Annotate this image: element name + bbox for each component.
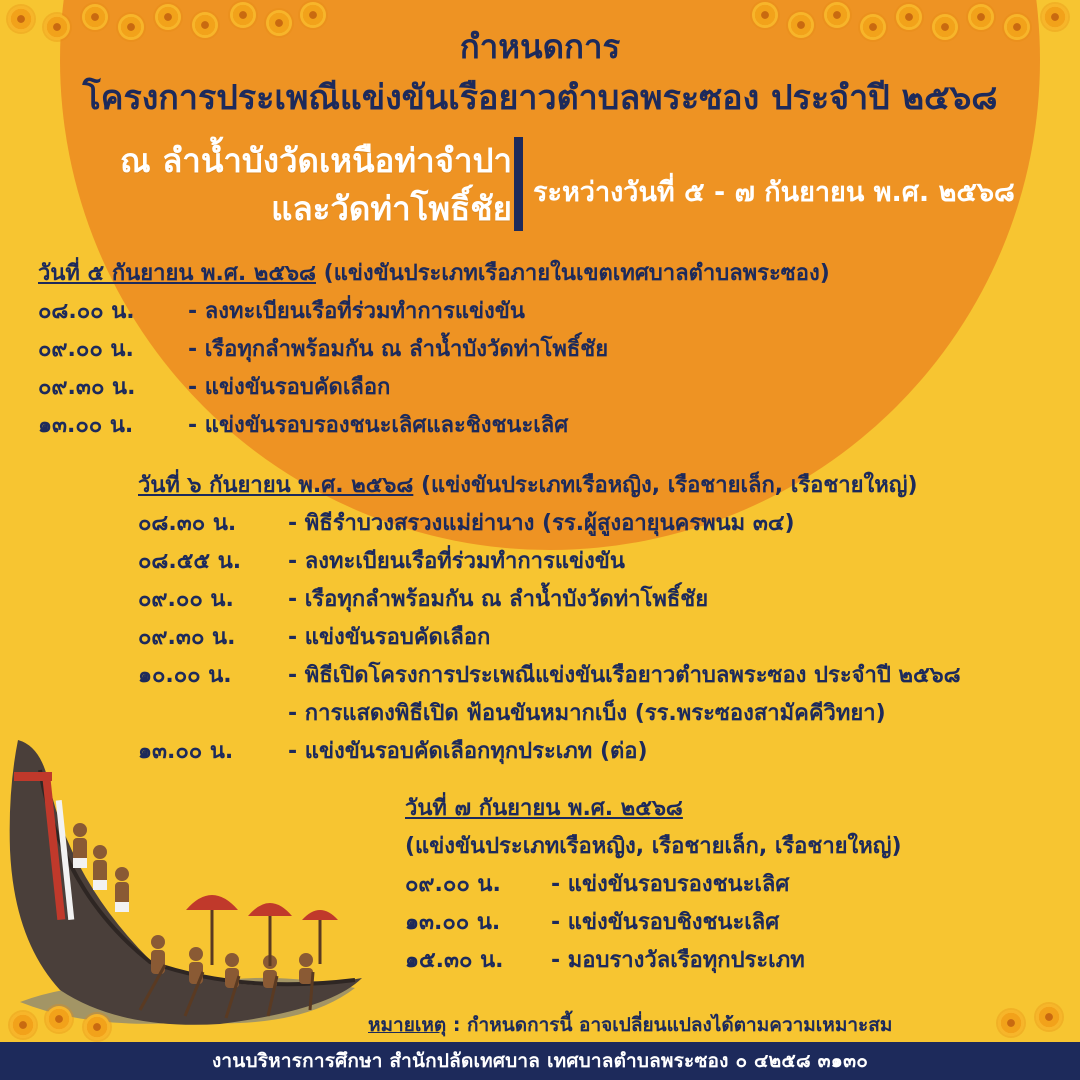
time-label: ๐๙.๐๐ น. [405, 872, 501, 897]
activity-label: - การแสดงพิธีเปิด ฟ้อนขันหมากเบ็ง (รร.พระซองสามัคคีวิทยา) [288, 701, 886, 726]
date-range: ระหว่างวันที่ ๕ - ๗ กันยายน พ.ศ. ๒๕๖๘ [533, 177, 1015, 208]
activity-label: - พิธีเปิดโครงการประเพณีแข่งขันเรือยาวตำบลพระซอง ประจำปี ๒๕๖๘ [288, 663, 961, 688]
day1-description: (แข่งขันประเภทเรือภายในเขตเทศบาลตำบลพระซอง) [316, 261, 830, 286]
time-label: ๑๓.๐๐ น. [38, 413, 134, 438]
location-line-2: และวัดท่าโพธิ์ชัย [271, 189, 512, 228]
time-label: ๐๘.๓๐ น. [138, 511, 237, 536]
time-label: ๑๓.๐๐ น. [138, 739, 234, 764]
flower-icon [10, 1012, 36, 1038]
activity-label: - แข่งขันรอบรองชนะเลิศและชิงชนะเลิศ [188, 413, 569, 438]
day2-date: วันที่ ๖ กันยายน พ.ศ. ๒๕๖๘ [138, 473, 414, 498]
remark-note [368, 1010, 892, 1040]
location-block [120, 137, 512, 233]
time-label: ๐๙.๓๐ น. [38, 375, 136, 400]
time-label: ๑๓.๐๐ น. [405, 910, 501, 935]
project-title: โครงการประเพณีแข่งขันเรือยาวตำบลพระซอง ประจำปี ๒๕๖๘ [82, 78, 998, 118]
schedule-row [138, 695, 961, 733]
flower-icon [84, 1014, 110, 1040]
longboat-illustration [0, 740, 380, 1040]
page-title: กำหนดการ [459, 27, 621, 66]
schedule-row [38, 407, 830, 445]
schedule-row [405, 942, 902, 980]
footer-bar: งานบริหารการศึกษา สำนักปลัดเทศบาล เทศบาลตำบลพระซอง ๐ ๔๒๕๘ ๓๑๓๐ [0, 1042, 1080, 1080]
day3-date: วันที่ ๗ กันยายน พ.ศ. ๒๕๖๘ [405, 796, 683, 821]
schedule-row [138, 543, 961, 581]
schedule-row [138, 619, 961, 657]
day2-section [138, 467, 961, 771]
activity-label: - พิธีรำบวงสรวงแม่ย่านาง (รร.ผู้สูงอายุนครพนม ๓๔) [288, 511, 795, 536]
time-label [138, 695, 288, 733]
day3-section [405, 790, 902, 980]
time-label: ๑๐.๐๐ น. [138, 663, 232, 688]
activity-label: - เรือทุกลำพร้อมกัน ณ ลำน้ำบังวัดท่าโพธิ์ชัย [188, 337, 609, 362]
activity-label: - ลงทะเบียนเรือที่ร่วมทำการแข่งขัน [188, 299, 525, 324]
vertical-divider [514, 137, 523, 231]
schedule-row [38, 331, 830, 369]
activity-label: - แข่งขันรอบรองชนะเลิศ [551, 872, 790, 897]
schedule-row [138, 505, 961, 543]
time-label: ๐๘.๕๕ น. [138, 549, 242, 574]
schedule-row [405, 904, 902, 942]
time-label: ๐๙.๐๐ น. [138, 587, 234, 612]
schedule-row [38, 293, 830, 331]
activity-label: - ลงทะเบียนเรือที่ร่วมทำการแข่งขัน [288, 549, 625, 574]
time-label: ๐๘.๐๐ น. [38, 299, 135, 324]
activity-label: - แข่งขันรอบคัดเลือก [188, 375, 391, 400]
flower-icon [998, 1010, 1024, 1036]
activity-label: - มอบรางวัลเรือทุกประเภท [551, 948, 805, 973]
activity-label: - แข่งขันรอบชิงชนะเลิศ [551, 910, 780, 935]
time-label: ๐๙.๓๐ น. [138, 625, 236, 650]
activity-label: - แข่งขันรอบคัดเลือกทุกประเภท (ต่อ) [288, 739, 648, 764]
time-label: ๑๕.๓๐ น. [405, 948, 504, 973]
day3-description: (แข่งขันประเภทเรือหญิง, เรือชายเล็ก, เรือชายใหญ่) [405, 834, 902, 859]
activity-label: - เรือทุกลำพร้อมกัน ณ ลำน้ำบังวัดท่าโพธิ์ชัย [288, 587, 709, 612]
time-label: ๐๙.๐๐ น. [38, 337, 134, 362]
day2-description: (แข่งขันประเภทเรือหญิง, เรือชายเล็ก, เรือชายใหญ่) [413, 473, 918, 498]
flower-icon [1036, 1004, 1062, 1030]
flower-icon [46, 1006, 72, 1032]
schedule-row [138, 581, 961, 619]
activity-label: - แข่งขันรอบคัดเลือก [288, 625, 491, 650]
day1-heading [38, 255, 830, 293]
location-line-1: ณ ลำน้ำบังวัดเหนือท่าจำปา [119, 141, 512, 180]
day1-date: วันที่ ๕ กันยายน พ.ศ. ๒๕๖๘ [38, 261, 316, 286]
schedule-row [405, 866, 902, 904]
day1-section [38, 255, 830, 445]
schedule-row [38, 369, 830, 407]
day2-heading [138, 467, 961, 505]
schedule-row [138, 657, 961, 695]
remark-text: : กำหนดการนี้ อาจเปลี่ยนแปลงได้ตามความเหมาะสม [446, 1014, 893, 1036]
day3-heading [405, 790, 902, 828]
remark-label: หมายเหตุ [368, 1014, 447, 1036]
